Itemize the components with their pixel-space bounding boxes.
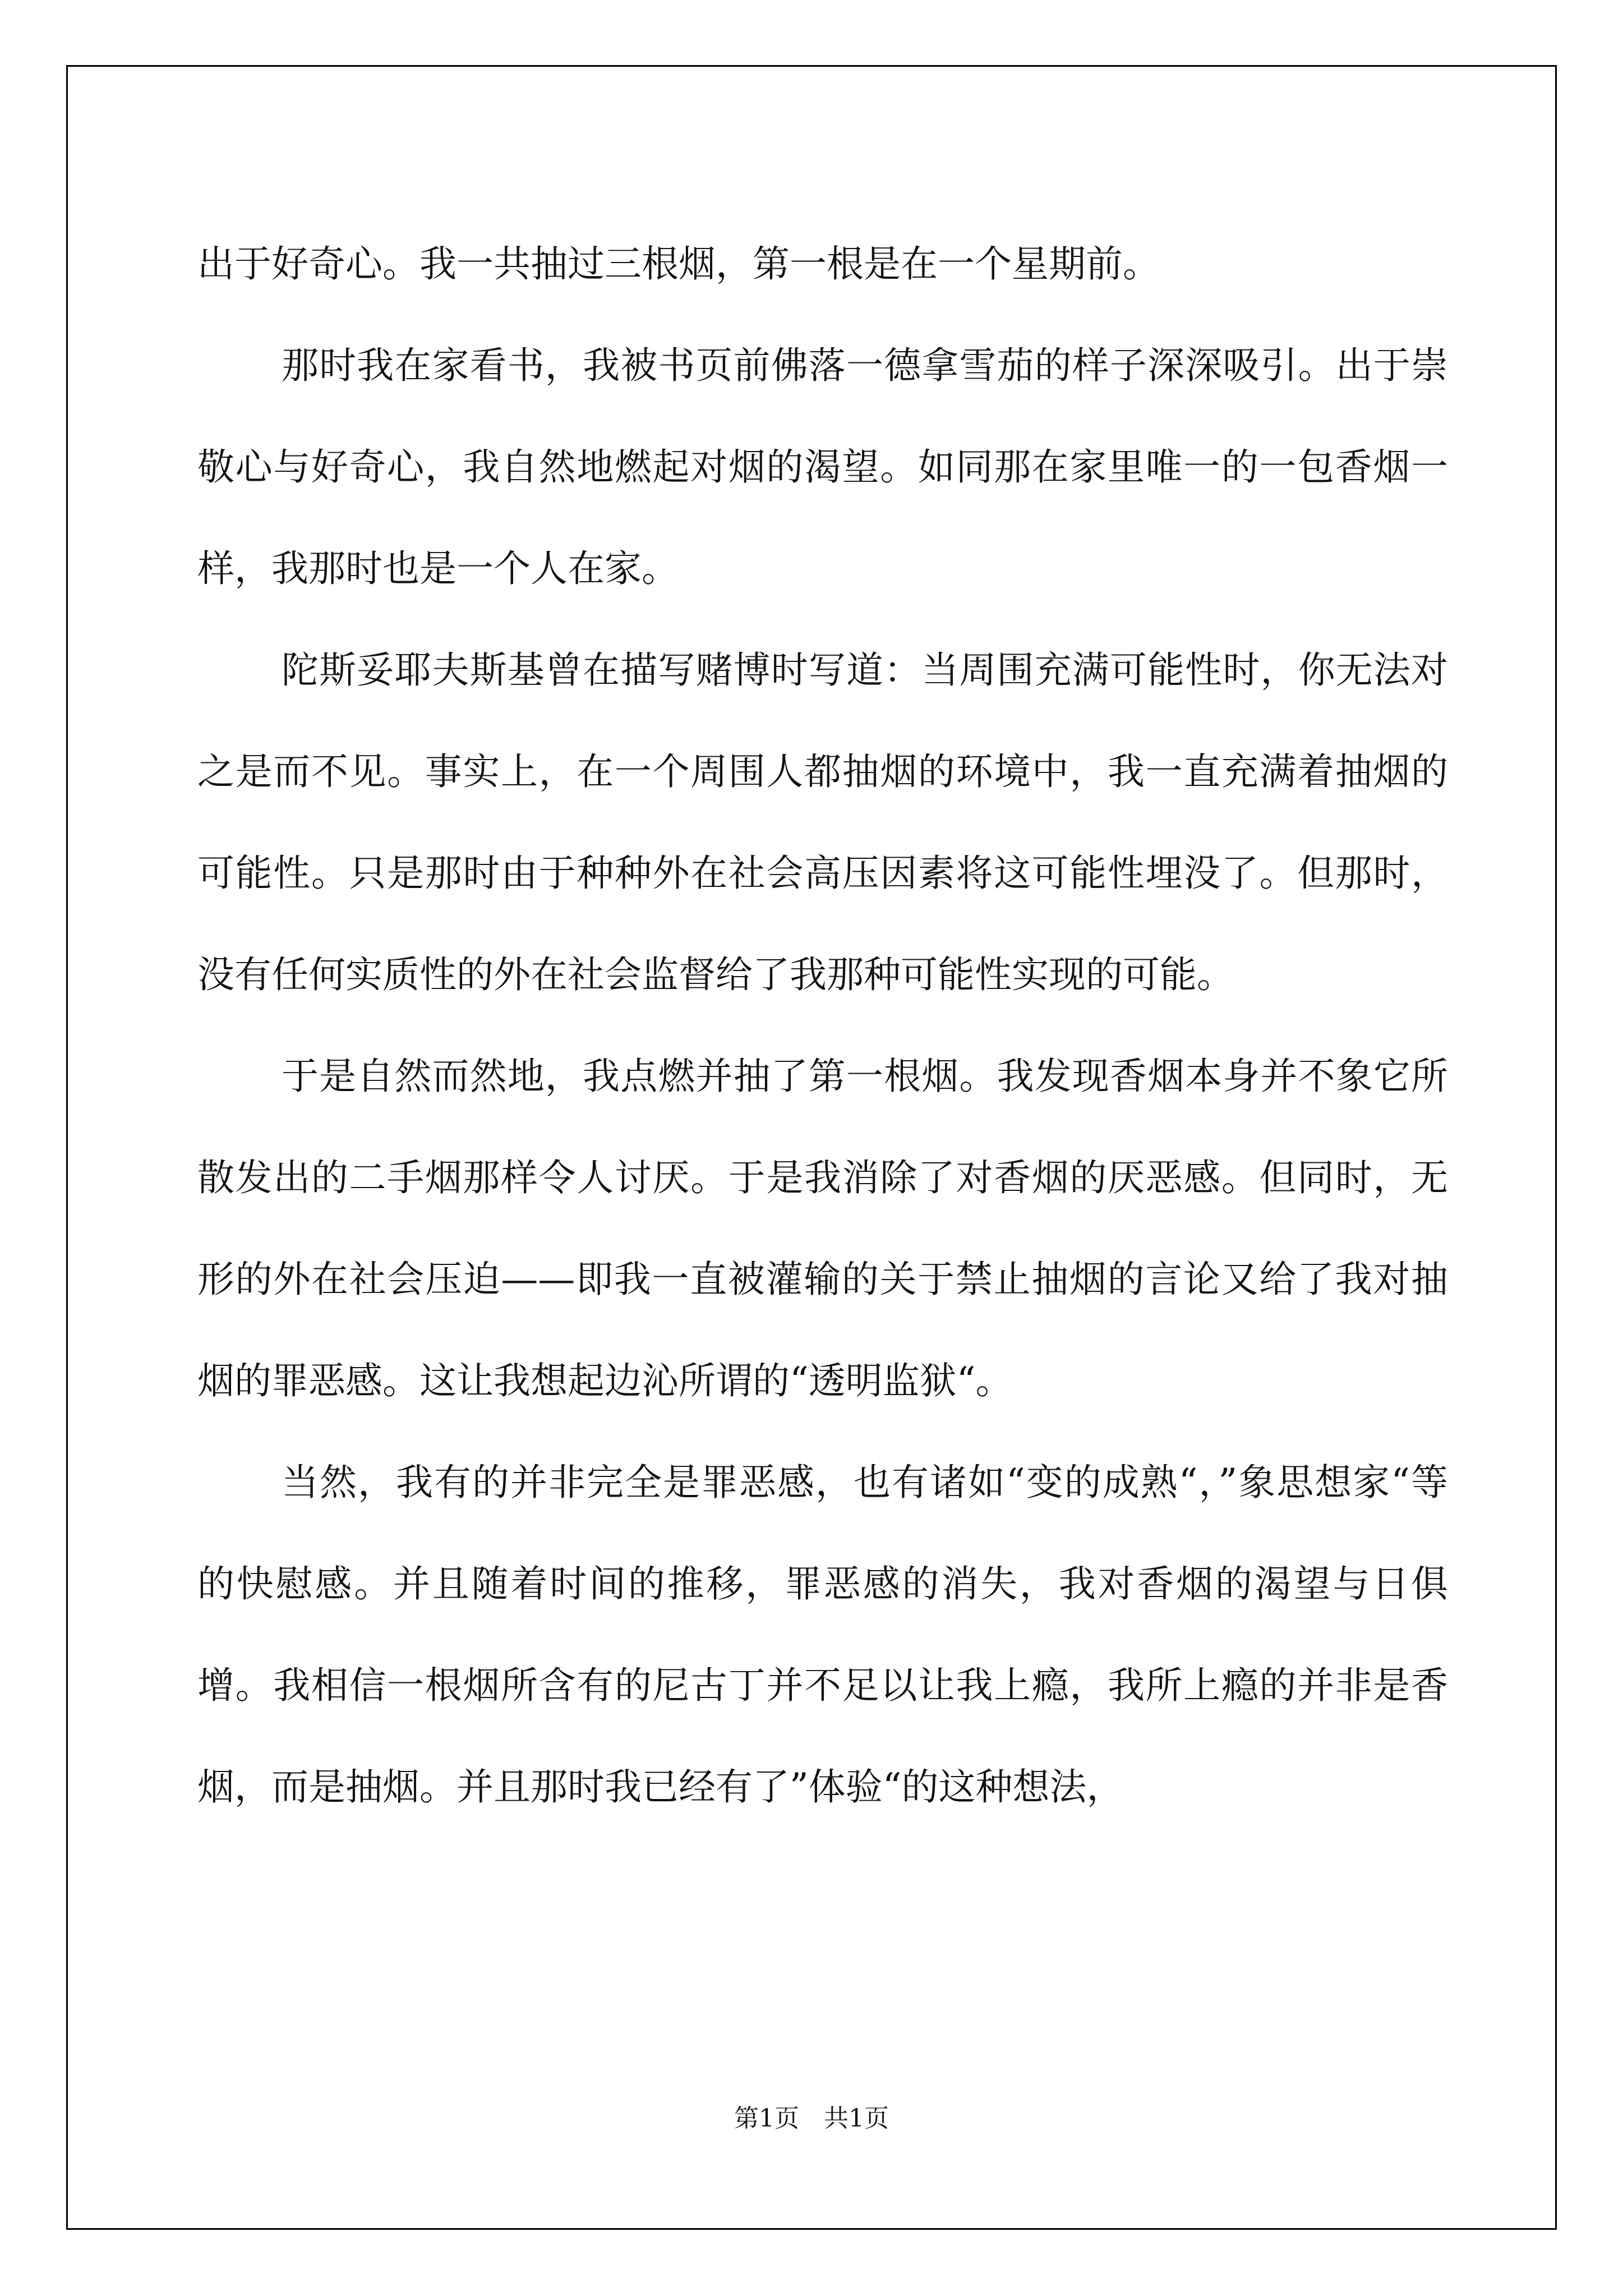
paragraph-3: 陀斯妥耶夫斯基曾在描写赌博时写道：当周围充满可能性时，你无法对之是而不见。事实上，在一个周围人都抽烟的环境中，我一直充满着抽烟的可能性。只是那时由于种种外在社会高压因素将这可能性埋没了。但那时，没有任何实质性的外在社会监督给了我那种可能性实现的可能。 bbox=[197, 648, 1448, 996]
document-body bbox=[197, 213, 1448, 1838]
paragraph-4: 于是自然而然地，我点燃并抽了第一根烟。我发现香烟本身并不象它所散发出的二手烟那样令人讨厌。于是我消除了对香烟的厌恶感。但同时，无形的外在社会压迫——即我一直被灌输的关于禁止抽烟的言论又给了我对抽烟的罪恶感。这让我想起边沁所谓的“透明监狱“。 bbox=[197, 1055, 1448, 1402]
page-footer: 第1页 共1页 bbox=[734, 2104, 889, 2133]
paragraph-2: 那时我在家看书，我被书页前佛落一德拿雪茄的样子深深吸引。出于崇敬心与好奇心，我自然地燃起对烟的渴望。如同那在家里唯一的一包香烟一样，我那时也是一个人在家。 bbox=[197, 344, 1448, 590]
paragraph-5: 当然，我有的并非完全是罪恶感，也有诸如“变的成熟“，”象思想家“等的快慰感。并且随着时间的推移，罪恶感的消失，我对香烟的渴望与日俱增。我相信一根烟所含有的尼古丁并不足以让我上瘾，我所上瘾的并非是香烟，而是抽烟。并且那时我已经有了”体验“的这种想法， bbox=[197, 1461, 1448, 1809]
paragraph-1: 出于好奇心。我一共抽过三根烟，第一根是在一个星期前。 bbox=[197, 242, 1160, 286]
